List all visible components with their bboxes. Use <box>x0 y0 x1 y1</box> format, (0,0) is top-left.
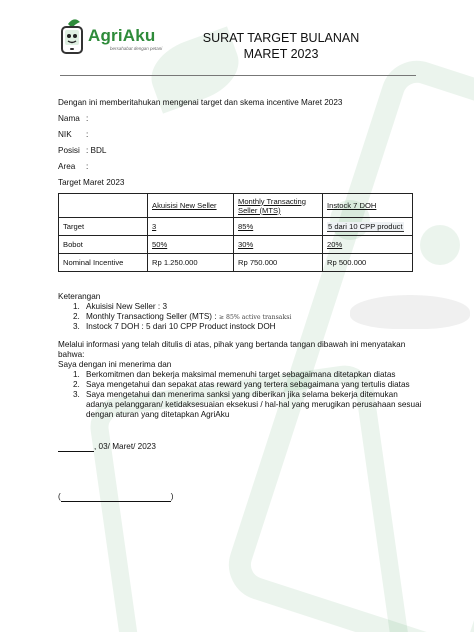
list-item-number: 2. <box>73 312 80 321</box>
field-posisi-label: Posisi <box>58 146 80 155</box>
mascot-icon <box>58 18 88 56</box>
highlighted-value: 5 dari 10 CPP product <box>328 221 403 231</box>
watermark-eye-right <box>420 225 460 265</box>
table-cell: 50% <box>148 236 234 254</box>
list-item-number: 1. <box>73 370 80 379</box>
field-area-value: : <box>86 162 89 171</box>
keterangan-item: Akuisisi New Seller : 3 <box>86 302 167 311</box>
header-divider <box>60 75 416 76</box>
field-nama-value: : <box>86 114 89 123</box>
table-cell: Rp 500.000 <box>323 254 413 272</box>
title-line-2: MARET 2023 <box>243 47 319 61</box>
signature-open: ( <box>58 492 61 501</box>
page-title <box>196 30 366 62</box>
target-table <box>58 193 413 272</box>
table-header-cell: Instock 7 DOH <box>323 194 413 218</box>
table-header-cell <box>59 194 148 218</box>
table-row <box>59 218 413 236</box>
watermark-mustache <box>350 295 470 329</box>
table-cell: 20% <box>323 236 413 254</box>
statement-point: Saya mengetahui dan menerima sanksi yang diberikan jika selama bekerja ditemukan <box>86 390 398 399</box>
logo-wordmark: AgriAku <box>88 26 156 45</box>
field-nik-label: NIK <box>58 130 72 139</box>
table-row <box>59 254 413 272</box>
statement-line: bahwa: <box>58 350 85 359</box>
table-cell: 85% <box>234 218 323 236</box>
list-item-number: 1. <box>73 302 80 311</box>
date-blank <box>58 443 94 452</box>
statement-point: Berkomitmen dan bekerja maksimal memenuhi target sebagaimana ditetapkan diatas <box>86 370 396 379</box>
keterangan-item-extra: ≥ 85% active transaksi <box>218 314 292 321</box>
keterangan-item: Instock 7 DOH : 5 dari 10 CPP Product instock DOH <box>86 322 276 331</box>
logo-tagline: bersahabat dengan petani <box>110 46 163 51</box>
keterangan-item-text: Monthly Transactiong Seller (MTS) : <box>86 312 217 321</box>
statement-point-cont: dengan aturan yang ditetapkan AgriAku <box>86 410 230 419</box>
table-cell: Target <box>59 218 148 236</box>
table-row <box>59 236 413 254</box>
list-item-number: 2. <box>73 380 80 389</box>
list-item-number: 3. <box>73 322 80 331</box>
statement-point-cont: adanya pelanggaran/ ketidaksesuaian eksekusi / hal-hal yang merugikan perusahaan sesuai <box>86 400 422 409</box>
signature-line <box>58 492 173 502</box>
statement-point: Saya mengetahui dan sepakat atas reward yang tertera sebagaimana yang tertulis diatas <box>86 380 410 389</box>
target-heading: Target Maret 2023 <box>58 178 125 187</box>
agriaku-logo <box>58 18 188 58</box>
keterangan-heading: Keterangan <box>58 292 101 301</box>
field-nik-value: : <box>86 130 89 139</box>
table-cell <box>323 218 413 236</box>
date-line <box>58 442 156 452</box>
statement-line: Melalui informasi yang telah ditulis di atas, pihak yang bertanda tangan dibawah ini menyatakan <box>58 340 406 349</box>
date-text: , 03/ Maret/ 2023 <box>94 442 156 451</box>
statement-line: Saya dengan ini menerima dan <box>58 360 172 369</box>
table-header-cell: Monthly Transacting Seller (MTS) <box>234 194 323 218</box>
intro-text: Dengan ini memberitahukan mengenai target dan skema incentive Maret 2023 <box>58 98 343 107</box>
list-item-number: 3. <box>73 390 80 399</box>
signature-close: ) <box>170 492 174 501</box>
field-nama-label: Nama <box>58 114 80 123</box>
field-posisi-value: : BDL <box>86 146 107 155</box>
table-cell: Rp 1.250.000 <box>148 254 234 272</box>
table-cell: 30% <box>234 236 323 254</box>
title-line-1: SURAT TARGET BULANAN <box>202 31 360 45</box>
table-cell: Bobot <box>59 236 148 254</box>
table-header-row <box>59 194 413 218</box>
table-cell: 3 <box>148 218 234 236</box>
signature-blank <box>61 493 171 502</box>
field-area-label: Area <box>58 162 76 171</box>
table-header-cell: Akuisisi New Seller <box>148 194 234 218</box>
table-cell: Rp 750.000 <box>234 254 323 272</box>
table-cell: Nominal Incentive <box>59 254 148 272</box>
